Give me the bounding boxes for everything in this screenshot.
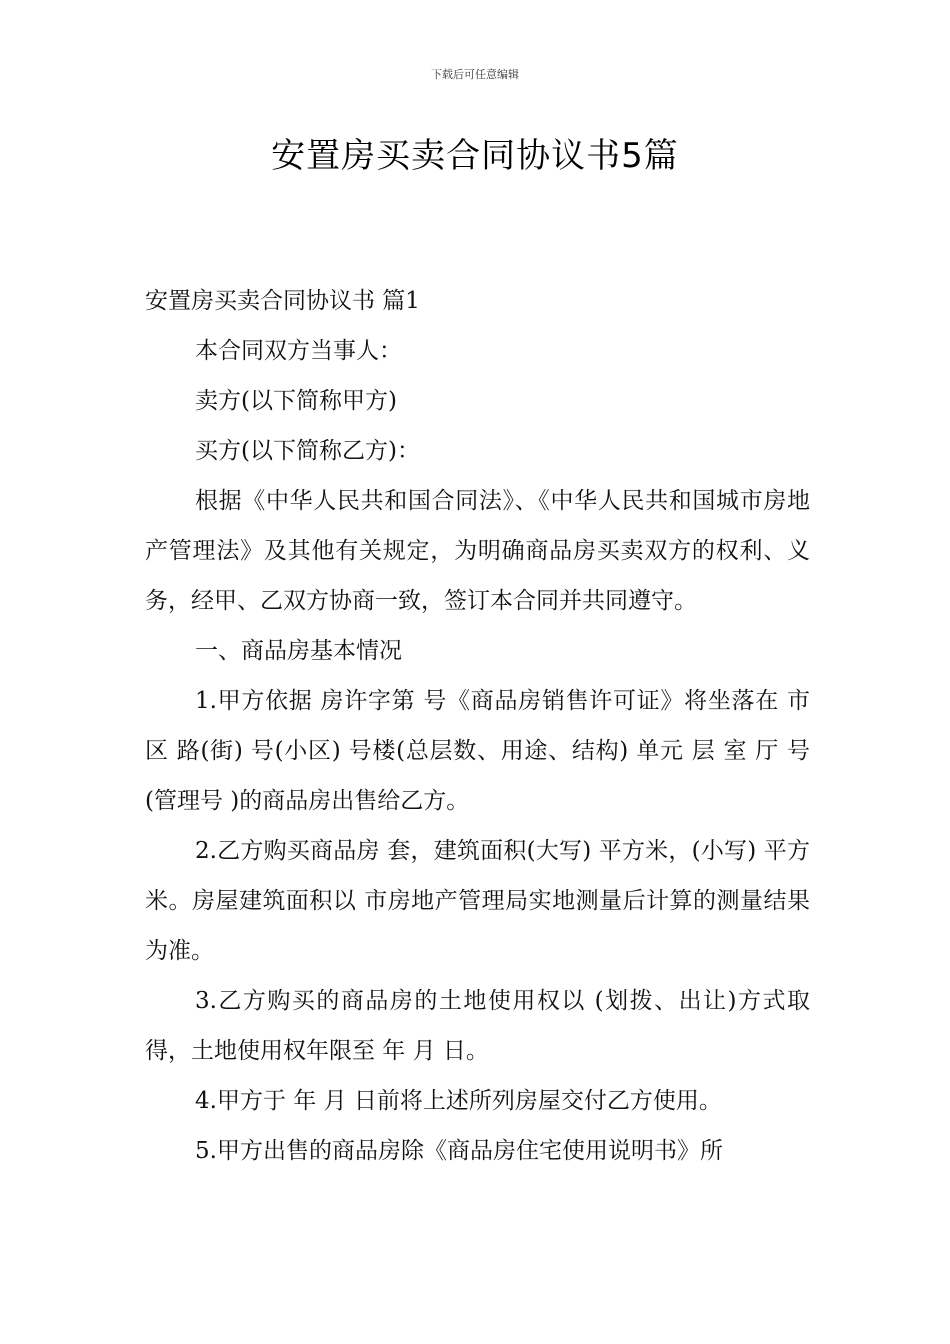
paragraph-clause-2: 2.乙方购买商品房 套，建筑面积(大写) 平方米，(小写) 平方米。房屋建筑面积以 市房地产管理局实地测量后计算的测量结果为准。 <box>145 838 810 964</box>
paragraph-clause-3: 3.乙方购买的商品房的土地使用权以 (划拨、出让)方式取得，土地使用权年限至 年 月 日。 <box>145 988 810 1064</box>
paragraph-clause-4: 4.甲方于 年 月 日前将上述所列房屋交付乙方使用。 <box>195 1088 722 1114</box>
paragraph-preamble: 根据《中华人民共和国合同法》、《中华人民共和国城市房地产管理法》及其他有关规定，为明确商品房买卖双方的权利、义务，经甲、乙双方协商一致，签订本合同并共同遵守。 <box>145 488 810 614</box>
document-body <box>145 276 810 1176</box>
section-heading: 安置房买卖合同协议书 篇1 <box>145 288 420 314</box>
paragraph-buyer: 买方(以下简称乙方)： <box>195 438 420 464</box>
document-title: 安置房买卖合同协议书5篇 <box>271 136 679 176</box>
paragraph-clause-1: 1.甲方依据 房许字第 号《商品房销售许可证》将坐落在 市 区 路(街) 号(小区) 号楼(总层数、用途、结构) 单元 层 室 厅 号(管理号 )的商品房出售给乙方。 <box>145 688 810 814</box>
paragraph-parties: 本合同双方当事人： <box>195 338 402 364</box>
paragraph-section-one-heading: 一、商品房基本情况 <box>195 638 402 664</box>
paragraph-clause-5: 5.甲方出售的商品房除《商品房住宅使用说明书》所 <box>195 1138 723 1164</box>
header-note: 下载后可任意编辑 <box>431 68 519 81</box>
paragraph-seller: 卖方(以下简称甲方) <box>195 388 397 414</box>
